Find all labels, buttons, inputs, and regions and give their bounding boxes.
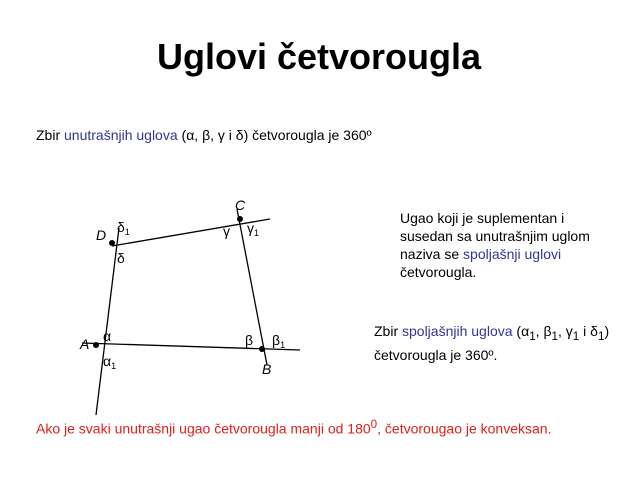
angle-alpha1-label: $\alpha_1$ <box>103 353 117 371</box>
angle-beta-label: β <box>245 332 254 348</box>
side-ad-line <box>96 228 119 415</box>
page-title: Uglovi četvorougla <box>156 36 482 77</box>
convex-note: Ako je svaki unutrašnji ugao četvorougla manji od $180^0$, četvorougao je konveksan. <box>36 418 552 437</box>
angle-beta1-label: $\beta_1$ <box>272 332 286 350</box>
exterior-sum-text: Zbir spoljašnjih uglova ($\alpha_1$, $\beta_1$, $\gamma_1$ i $\delta_1$) četvorougla je 360º. <box>374 323 610 363</box>
interior-sum-text: Zbir unutrašnjih uglova (α, β, γ i δ) četvorougla je 360º <box>36 127 372 143</box>
vertex-d-dot <box>109 240 115 246</box>
vertex-b-label: B <box>262 361 272 377</box>
angle-gamma-label: γ <box>223 223 230 239</box>
angle-alpha-label: α <box>103 328 112 344</box>
exterior-angle-definition: Ugao koji je suplementan i susedan sa unutrašnjim uglom naziva se spoljašnji uglovi četvorougla. <box>400 210 590 280</box>
vertex-c-dot <box>237 216 243 222</box>
side-ab-line <box>82 343 300 350</box>
vertex-a-dot <box>93 342 99 348</box>
interior-angles-term: unutrašnjih uglova <box>64 127 178 143</box>
vertex-d-label: D <box>96 227 107 243</box>
exterior-angles-term: spoljašnji uglovi <box>463 246 562 262</box>
angle-delta-label: δ <box>117 250 125 266</box>
angle-delta1-label: $\delta_1$ <box>117 219 130 237</box>
vertex-b-dot <box>259 346 265 352</box>
angle-gamma1-label: $\gamma_1$ <box>247 220 260 238</box>
vertex-c-label: C <box>235 197 246 213</box>
exterior-sum-term: spoljašnjih uglova <box>402 323 513 339</box>
vertex-a-label: A <box>80 336 90 352</box>
